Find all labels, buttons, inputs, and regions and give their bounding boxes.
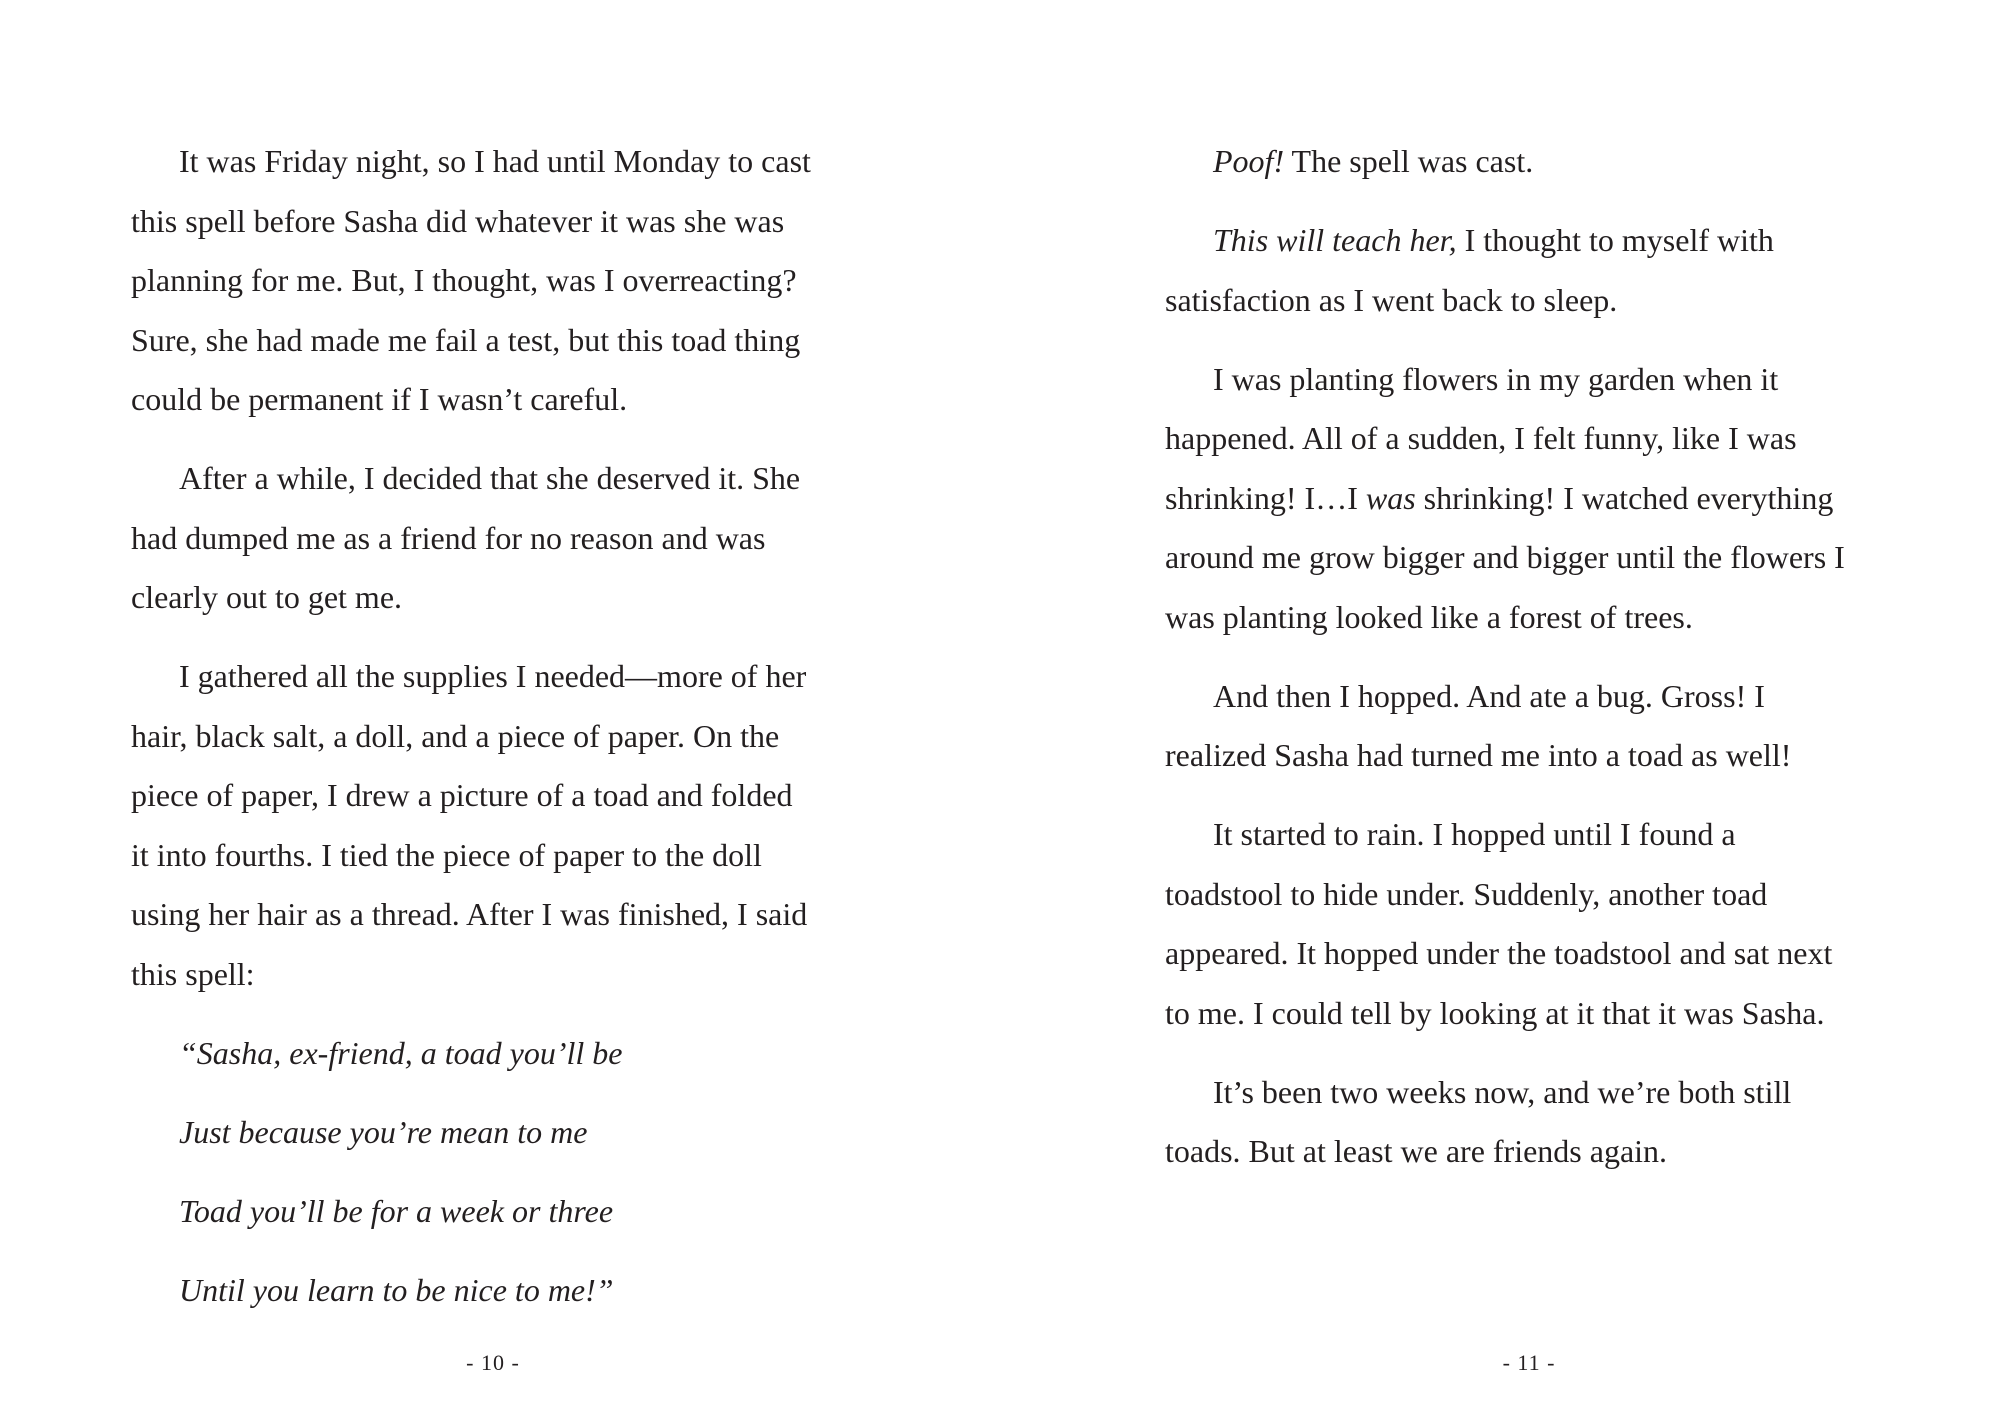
text-line: appeared. It hopped under the toadstool and sat next (1165, 935, 1833, 971)
paragraph (131, 132, 871, 430)
verse-line: Just because you’re mean to me (179, 1113, 588, 1150)
text-line: could be permanent if I wasn’t careful. (131, 381, 628, 417)
text-line: After a while, I decided that she deserved it. She (179, 460, 801, 496)
text-run: shrinking! I…I (1165, 479, 1366, 516)
text-line: realized Sasha had turned me into a toad as well! (1165, 737, 1792, 773)
text-line: I gathered all the supplies I needed—more of her (179, 658, 807, 694)
right-page-text (1165, 132, 1905, 1201)
paragraph (1165, 132, 1905, 192)
left-page-text (131, 132, 871, 1340)
text-line: to me. I could tell by looking at it that it was Sasha. (1165, 994, 1825, 1031)
text-line: this spell: (131, 955, 255, 992)
verse-line: Toad you’ll be for a week or three (179, 1192, 614, 1229)
text-line: was planting looked like a forest of trees. (1165, 598, 1693, 635)
text-line: hair, black salt, a doll, and a piece of paper. On the (131, 717, 780, 754)
italic-text: Poof! (1213, 143, 1285, 179)
verse-line: Until you learn to be nice to me!” (179, 1271, 614, 1308)
text-line: planning for me. But, I thought, was I overreacting? (131, 262, 797, 298)
text-line: Sure, she had made me fail a test, but this toad thing (131, 321, 801, 358)
verse-line: “Sasha, ex-friend, a toad you’ll be (179, 1034, 623, 1071)
text-line: had dumped me as a friend for no reason and was (131, 519, 766, 556)
text-line (1165, 211, 1905, 271)
right-page (1000, 0, 2000, 1428)
paragraph (1165, 805, 1905, 1043)
paragraph (1165, 211, 1905, 330)
paragraph (131, 449, 871, 628)
text-line: piece of paper, I drew a picture of a toad and folded (131, 777, 793, 813)
text-line: And then I hopped. And ate a bug. Gross! I (1213, 677, 1765, 714)
text-line: clearly out to get me. (131, 579, 403, 615)
paragraph (1165, 1063, 1905, 1182)
text-line: toadstool to hide under. Suddenly, another toad (1165, 875, 1768, 912)
text-run: shrinking! I watched everything (1415, 479, 1834, 516)
text-line: this spell before Sasha did whatever it was she was (131, 202, 785, 239)
italic-text: was (1365, 479, 1416, 516)
page-number: - 10 - (466, 1350, 520, 1375)
text-line: toads. But at least we are friends again. (1165, 1133, 1668, 1169)
paragraph (1165, 667, 1905, 786)
text-line: It’s been two weeks now, and we’re both still (1213, 1073, 1792, 1110)
paragraph (1165, 350, 1905, 648)
text-line: it into fourths. I tied the piece of paper to the doll (131, 836, 762, 873)
text-run: The spell was cast. (1284, 143, 1534, 179)
text-line: happened. All of a sudden, I felt funny, like I was (1165, 420, 1797, 456)
text-line: using her hair as a thread. After I was finished, I said (131, 896, 808, 932)
text-line (1165, 132, 1905, 192)
text-run: I thought to myself with (1456, 222, 1774, 258)
italic-text: This will teach her, (1213, 222, 1457, 258)
text-line (1165, 469, 1905, 529)
text-line: It started to rain. I hopped until I found a (1213, 816, 1736, 852)
paragraph (131, 647, 871, 1004)
page-number: - 11 - (1502, 1350, 1556, 1375)
text-line: satisfaction as I went back to sleep. (1165, 281, 1618, 318)
text-line: It was Friday night, so I had until Monday to cast (179, 143, 811, 179)
text-line: I was planting flowers in my garden when it (1213, 360, 1779, 397)
text-line: around me grow bigger and bigger until the flowers I (1165, 539, 1845, 575)
